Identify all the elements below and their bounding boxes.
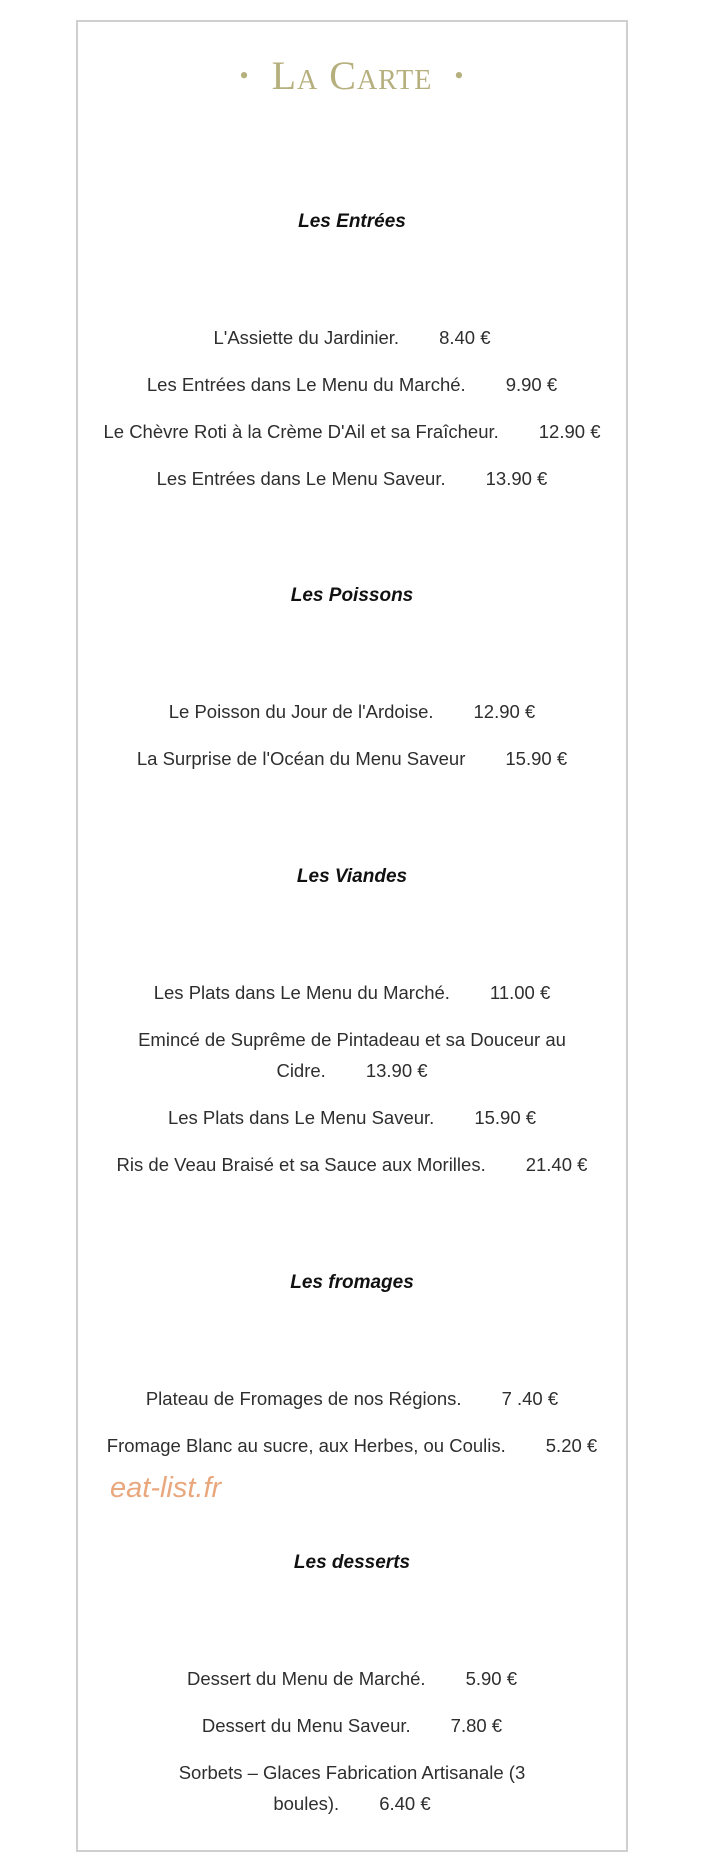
menu-item [98, 696, 606, 727]
item-name: Sorbets – Glaces Fabrication Artisanale (3 boules). [178, 1762, 526, 1814]
menu-item [98, 977, 606, 1008]
menu-item [118, 1757, 586, 1819]
item-price: 8.40 € [439, 327, 491, 348]
menu-item [98, 1149, 606, 1180]
menu-item [98, 1430, 606, 1461]
item-price: 13.90 € [365, 1060, 428, 1081]
item-name: Les Plats dans Le Menu Saveur. [167, 1107, 435, 1128]
item-price: 7 .40 € [501, 1388, 559, 1409]
item-name: Dessert du Menu de Marché. [187, 1668, 426, 1689]
item-name: Emincé de Suprême de Pintadeau et sa Douceur au Cidre. [138, 1029, 566, 1081]
section-title-entrees: Les Entrées [298, 211, 406, 232]
item-price: 5.20 € [545, 1435, 598, 1456]
title-bullet-left: • [239, 60, 250, 90]
item-name: Ris de Veau Braisé et sa Sauce aux Morilles. [116, 1154, 486, 1175]
item-name: Les Entrées dans Le Menu du Marché. [146, 374, 466, 395]
item-price: 5.90 € [465, 1668, 517, 1689]
item-name: Plateau de Fromages de nos Régions. [145, 1388, 462, 1409]
menu-card [76, 20, 628, 1852]
item-name: Dessert du Menu Saveur. [201, 1715, 411, 1736]
watermark-text: eat-list.fr [110, 1472, 222, 1504]
item-price: 7.80 € [450, 1715, 503, 1736]
menu-item [98, 743, 606, 774]
item-price: 15.90 € [505, 748, 568, 769]
title-bullet-right: • [454, 60, 465, 90]
menu-item [98, 322, 606, 353]
section-title-poissons: Les Poissons [290, 585, 414, 606]
item-name: Fromage Blanc au sucre, aux Herbes, ou Coulis. [106, 1435, 506, 1456]
item-price: 12.90 € [538, 421, 601, 442]
item-price: 21.40 € [525, 1154, 588, 1175]
item-price: 12.90 € [473, 701, 536, 722]
item-price: 15.90 € [474, 1107, 537, 1128]
menu-title [78, 52, 626, 104]
menu-item [98, 1663, 606, 1694]
item-name: Le Poisson du Jour de l'Ardoise. [168, 701, 434, 722]
menu-item [98, 416, 606, 447]
menu-item [98, 369, 606, 400]
item-name: La Surprise de l'Océan du Menu Saveur [136, 748, 466, 769]
item-price: 11.00 € [489, 982, 551, 1003]
menu-item [98, 1102, 606, 1133]
section-title-desserts: Les desserts [293, 1552, 411, 1573]
menu-item [98, 463, 606, 494]
item-name: L'Assiette du Jardinier. [213, 327, 400, 348]
menu-item [98, 1383, 606, 1414]
section-title-viandes: Les Viandes [296, 866, 408, 887]
item-name: Le Chèvre Roti à la Crème D'Ail et sa Fraîcheur. [103, 421, 499, 442]
item-price: 9.90 € [505, 374, 558, 395]
item-name: Les Entrées dans Le Menu Saveur. [156, 468, 446, 489]
section-title-fromages: Les fromages [290, 1272, 414, 1293]
item-name: Les Plats dans Le Menu du Marché. [153, 982, 450, 1003]
menu-item [98, 1710, 606, 1741]
menu-item [118, 1024, 586, 1086]
menu-title-text: La Carte [271, 53, 433, 98]
item-price: 13.90 € [485, 468, 548, 489]
item-price: 6.40 € [379, 1793, 431, 1814]
